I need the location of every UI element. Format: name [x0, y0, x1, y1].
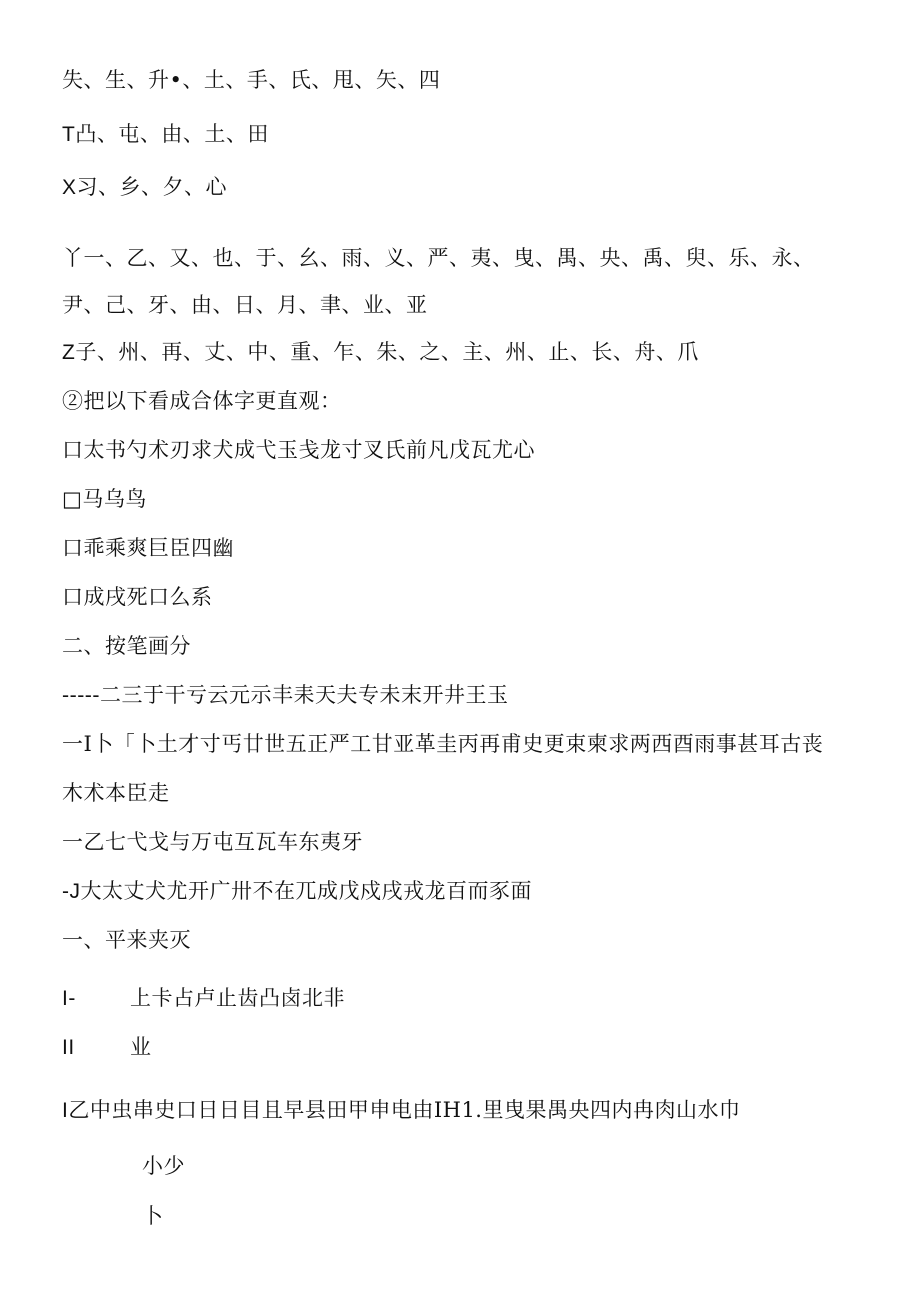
- text-line-1: [62, 66, 440, 94]
- text-line-5: [62, 291, 428, 319]
- line-text: 丫一、乙、又、也、于、幺、雨、义、严、夷、曳、禺、央、禹、臾、乐、永、: [62, 246, 815, 270]
- text-line-4: [62, 244, 815, 272]
- line-mark: I-: [62, 987, 76, 1010]
- text-line-20: [62, 1033, 152, 1062]
- text-line-9: [62, 485, 147, 513]
- text-line-14: [62, 730, 823, 758]
- text-line-16: [62, 828, 363, 856]
- text-line-10: [62, 534, 234, 562]
- section-heading: [62, 632, 191, 660]
- text-line-3: [62, 173, 227, 202]
- line-mark: T: [62, 123, 76, 146]
- line-text: 木术本臣走: [62, 781, 170, 805]
- line-text: 乙中虫串史口日日目且早县田甲申电由IH1.里曳果禺央四内冉肉山水巾: [68, 1098, 741, 1122]
- text-line-7: [62, 387, 342, 415]
- text-line-21: [62, 1096, 741, 1125]
- line-mark: -J: [62, 880, 81, 903]
- line-text: 小少: [142, 1154, 185, 1178]
- text-line-15: [62, 779, 170, 807]
- line-mark: I: [62, 1099, 69, 1122]
- line-text: 口成戌死口么系: [62, 585, 213, 609]
- line-text: 凸、屯、由、土、田: [75, 122, 269, 146]
- text-line-2: [62, 120, 269, 149]
- line-text: 一、平来夹灭: [62, 928, 191, 952]
- line-text: 上卡占卢止齿凸卤北非: [130, 986, 345, 1010]
- line-text: 子、州、再、丈、中、重、乍、朱、之、主、州、止、长、舟、爪: [75, 340, 699, 364]
- line-text: 口太书勺术刃求犬成弋玉戋龙寸叉氏前凡戊瓦尤心: [62, 438, 535, 462]
- text-line-23: [142, 1202, 164, 1230]
- text-line-11: [62, 583, 213, 611]
- line-text: 口乖乘爽巨臣四幽: [62, 536, 234, 560]
- line-text: 尹、己、牙、由、日、月、聿、业、亚: [62, 293, 428, 317]
- line-mark: II: [62, 1036, 75, 1059]
- line-text: 卜: [142, 1204, 164, 1228]
- text-line-6: [62, 338, 699, 367]
- line-mark: X: [62, 176, 77, 199]
- line-text: 一乙七弋戈与万屯互瓦车东夷牙: [62, 830, 363, 854]
- line-text: 二、按笔画分: [62, 634, 191, 658]
- line-mark: Z: [62, 341, 76, 364]
- line-text: 大太丈犬尤开广卅不在兀成戊戍戌戎龙百而豕面: [80, 879, 532, 903]
- text-line-8: [62, 436, 535, 464]
- text-line-18: [62, 926, 191, 954]
- text-line-13: [62, 681, 508, 709]
- line-text: 一I卜「卜土才寸丐廿世五正严工甘亚革圭丙再甫史更束柬求两西酉雨事甚耳古丧: [62, 732, 824, 756]
- text-line-22: [142, 1152, 185, 1180]
- line-text: □马乌鸟: [62, 487, 147, 511]
- line-text: 业: [130, 1035, 152, 1059]
- line-text: 习、乡、夕、心: [76, 175, 228, 199]
- text-line-17: [62, 877, 532, 906]
- line-text: 失、生、升•、土、手、氏、甩、矢、四: [62, 68, 441, 92]
- text-line-19: [62, 984, 345, 1013]
- line-text: -----二三于干亏云元示丰耒天夫专未末开井王玉: [62, 683, 509, 707]
- line-text: ②把以下看成合体字更直观：: [62, 389, 342, 413]
